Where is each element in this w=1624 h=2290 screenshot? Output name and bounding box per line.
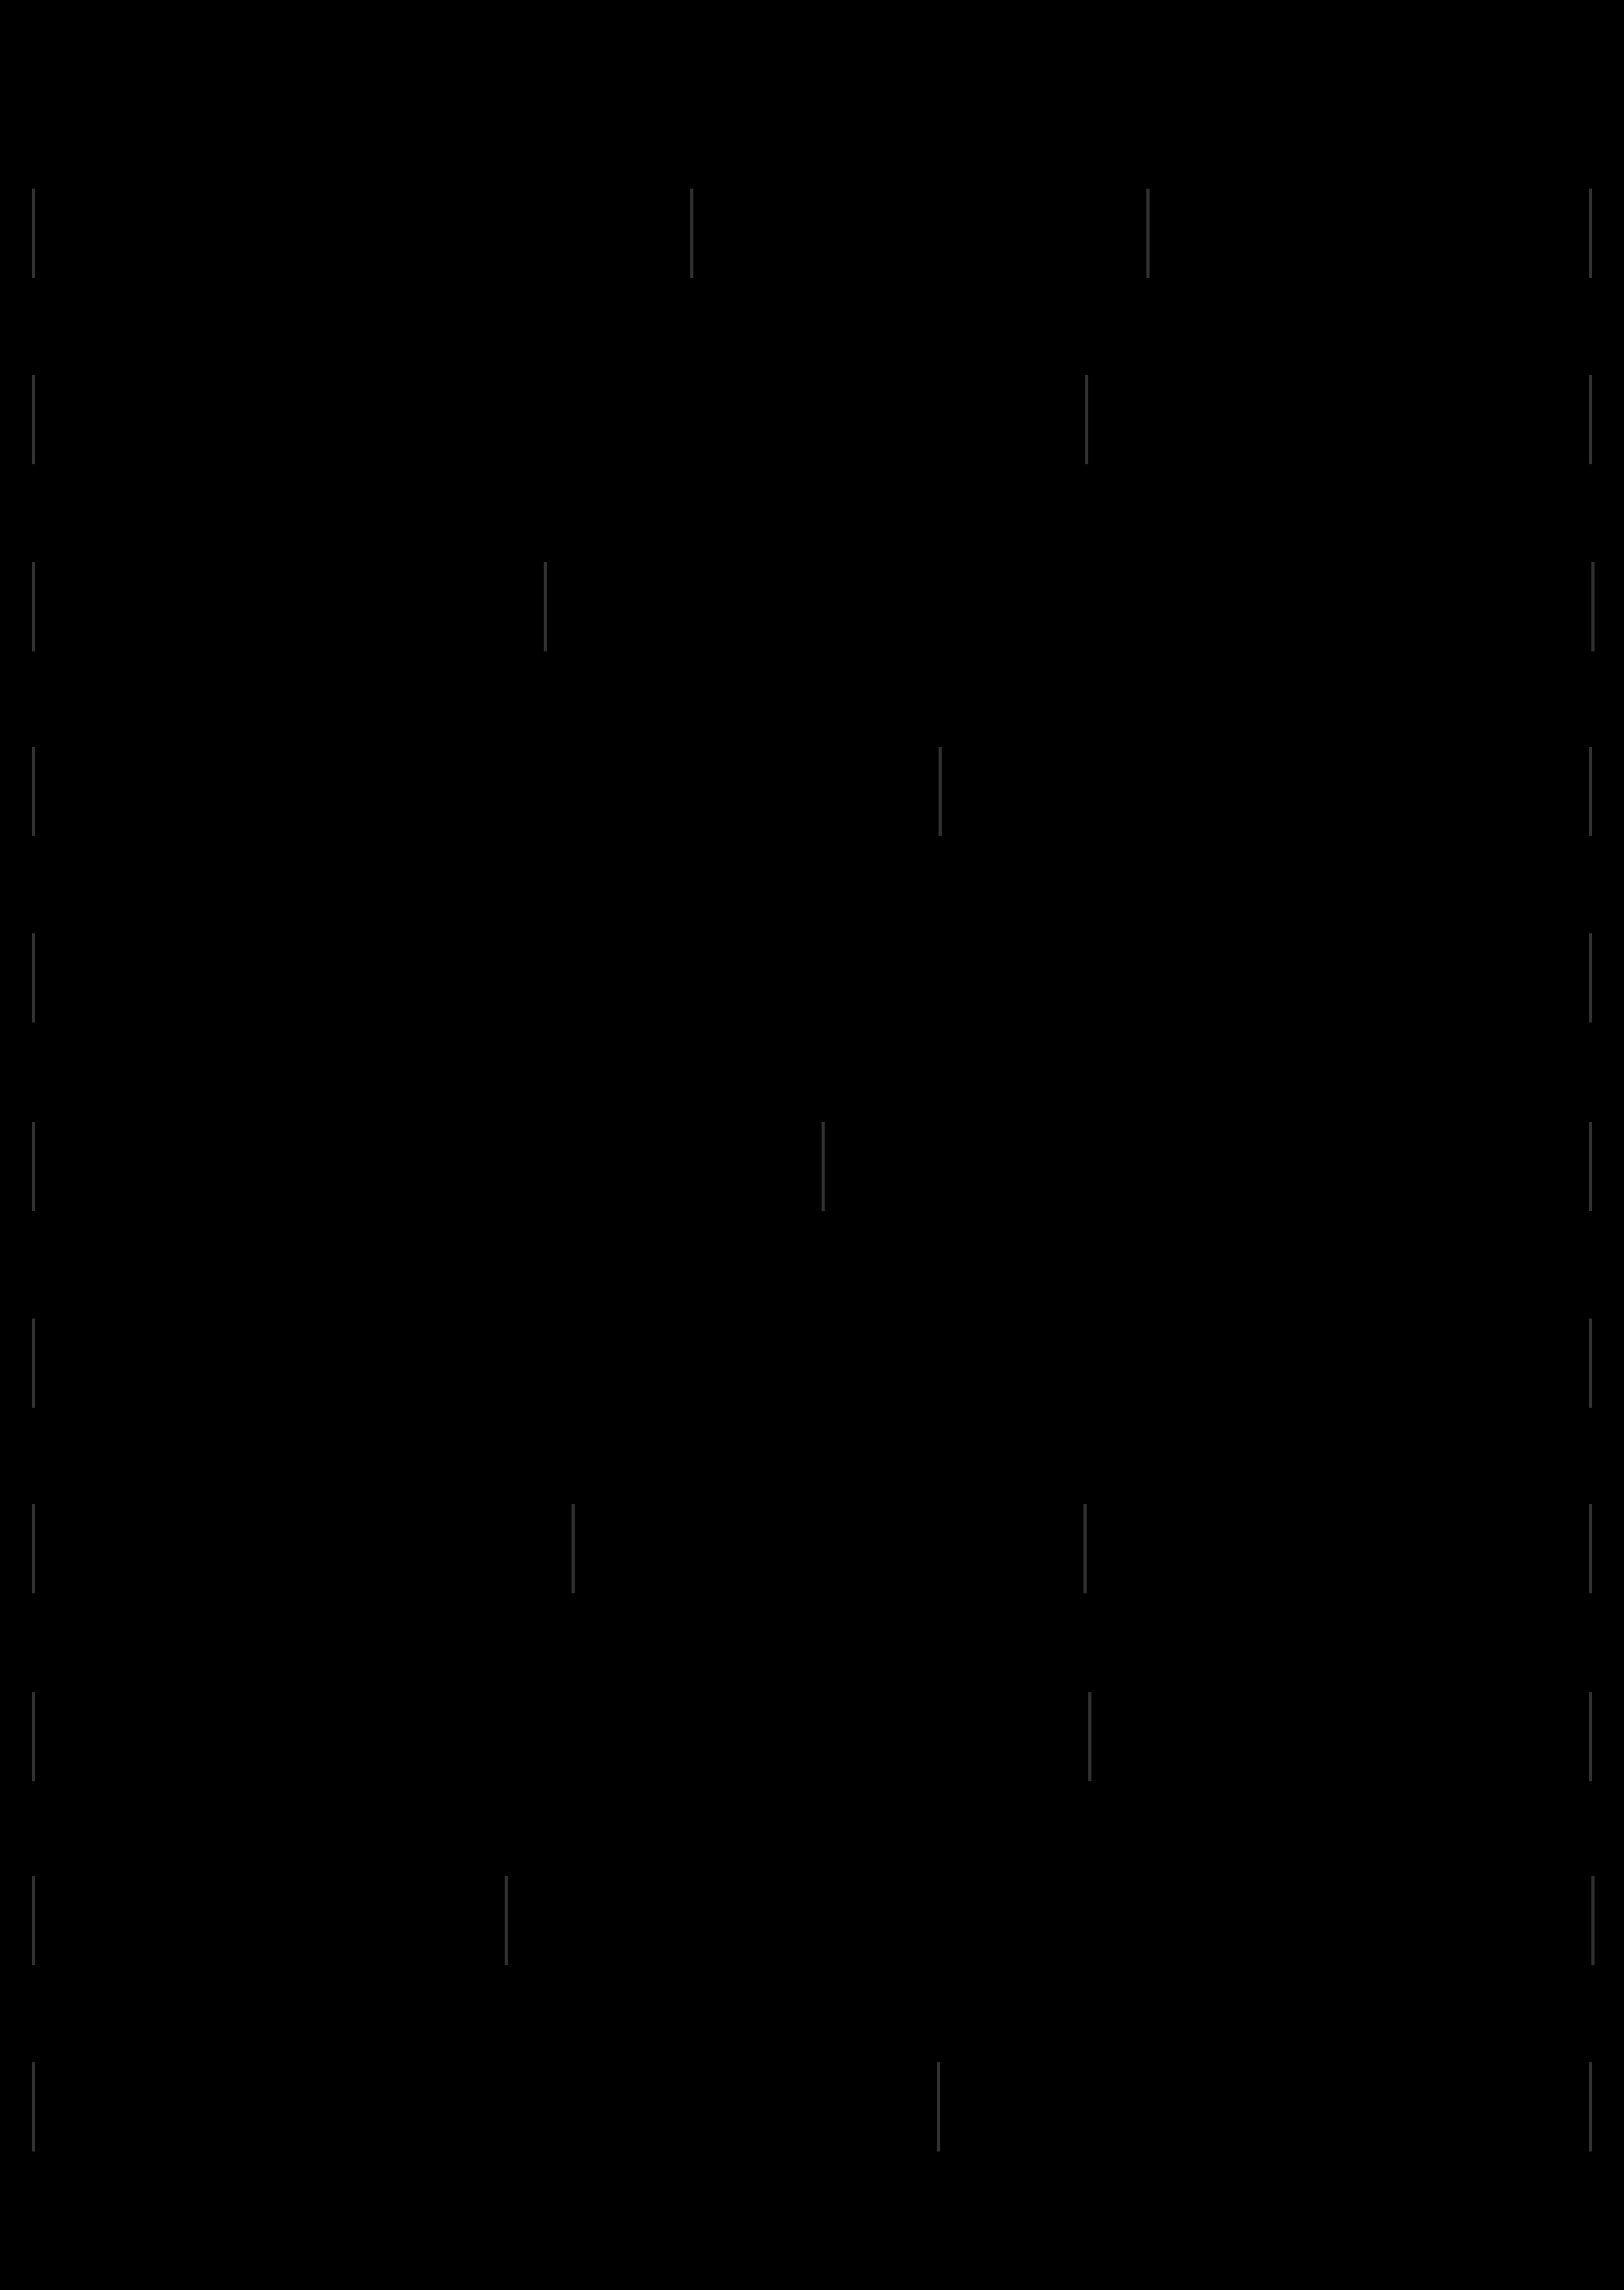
- barline-segment: [572, 1504, 575, 1593]
- barline-segment: [1589, 2062, 1592, 2151]
- system-row: [0, 747, 1624, 836]
- system-row: [0, 189, 1624, 278]
- barline-segment: [1589, 933, 1592, 1022]
- barline-segment: [1589, 375, 1592, 464]
- system-row: [0, 933, 1624, 1022]
- barline-segment: [1083, 1504, 1087, 1593]
- barline-segment: [32, 933, 35, 1022]
- barline-segment: [1591, 1876, 1595, 1965]
- barline-segment: [1085, 375, 1088, 464]
- system-row: [0, 1504, 1624, 1593]
- barline-segment: [939, 747, 942, 836]
- system-row: [0, 1122, 1624, 1211]
- barline-segment: [1589, 1122, 1592, 1211]
- system-row: [0, 562, 1624, 651]
- system-row: [0, 2062, 1624, 2151]
- barline-segment: [32, 1122, 35, 1211]
- barline-segment: [1589, 189, 1592, 278]
- barline-segment: [822, 1122, 825, 1211]
- system-row: [0, 1319, 1624, 1408]
- barline-segment: [544, 562, 547, 651]
- barline-segment: [1589, 1319, 1592, 1408]
- barline-segment: [690, 189, 693, 278]
- barline-segment: [1088, 1692, 1091, 1781]
- barline-segment: [32, 189, 35, 278]
- system-row: [0, 375, 1624, 464]
- barline-segment: [32, 1876, 35, 1965]
- barline-segment: [32, 1319, 35, 1408]
- barline-segment: [1589, 747, 1592, 836]
- barline-segment: [32, 1504, 35, 1593]
- barline-segment: [32, 562, 35, 651]
- barline-segment: [1589, 1504, 1592, 1593]
- barline-segment: [32, 1692, 35, 1781]
- system-row: [0, 1876, 1624, 1965]
- barline-segment: [32, 2062, 35, 2151]
- barline-segment: [32, 747, 35, 836]
- barline-segment: [937, 2062, 940, 2151]
- barline-segment: [505, 1876, 508, 1965]
- barline-segment: [32, 375, 35, 464]
- system-row: [0, 1692, 1624, 1781]
- barline-segment: [1589, 1692, 1592, 1781]
- barline-segment: [1591, 562, 1595, 651]
- barline-segment: [1146, 189, 1150, 278]
